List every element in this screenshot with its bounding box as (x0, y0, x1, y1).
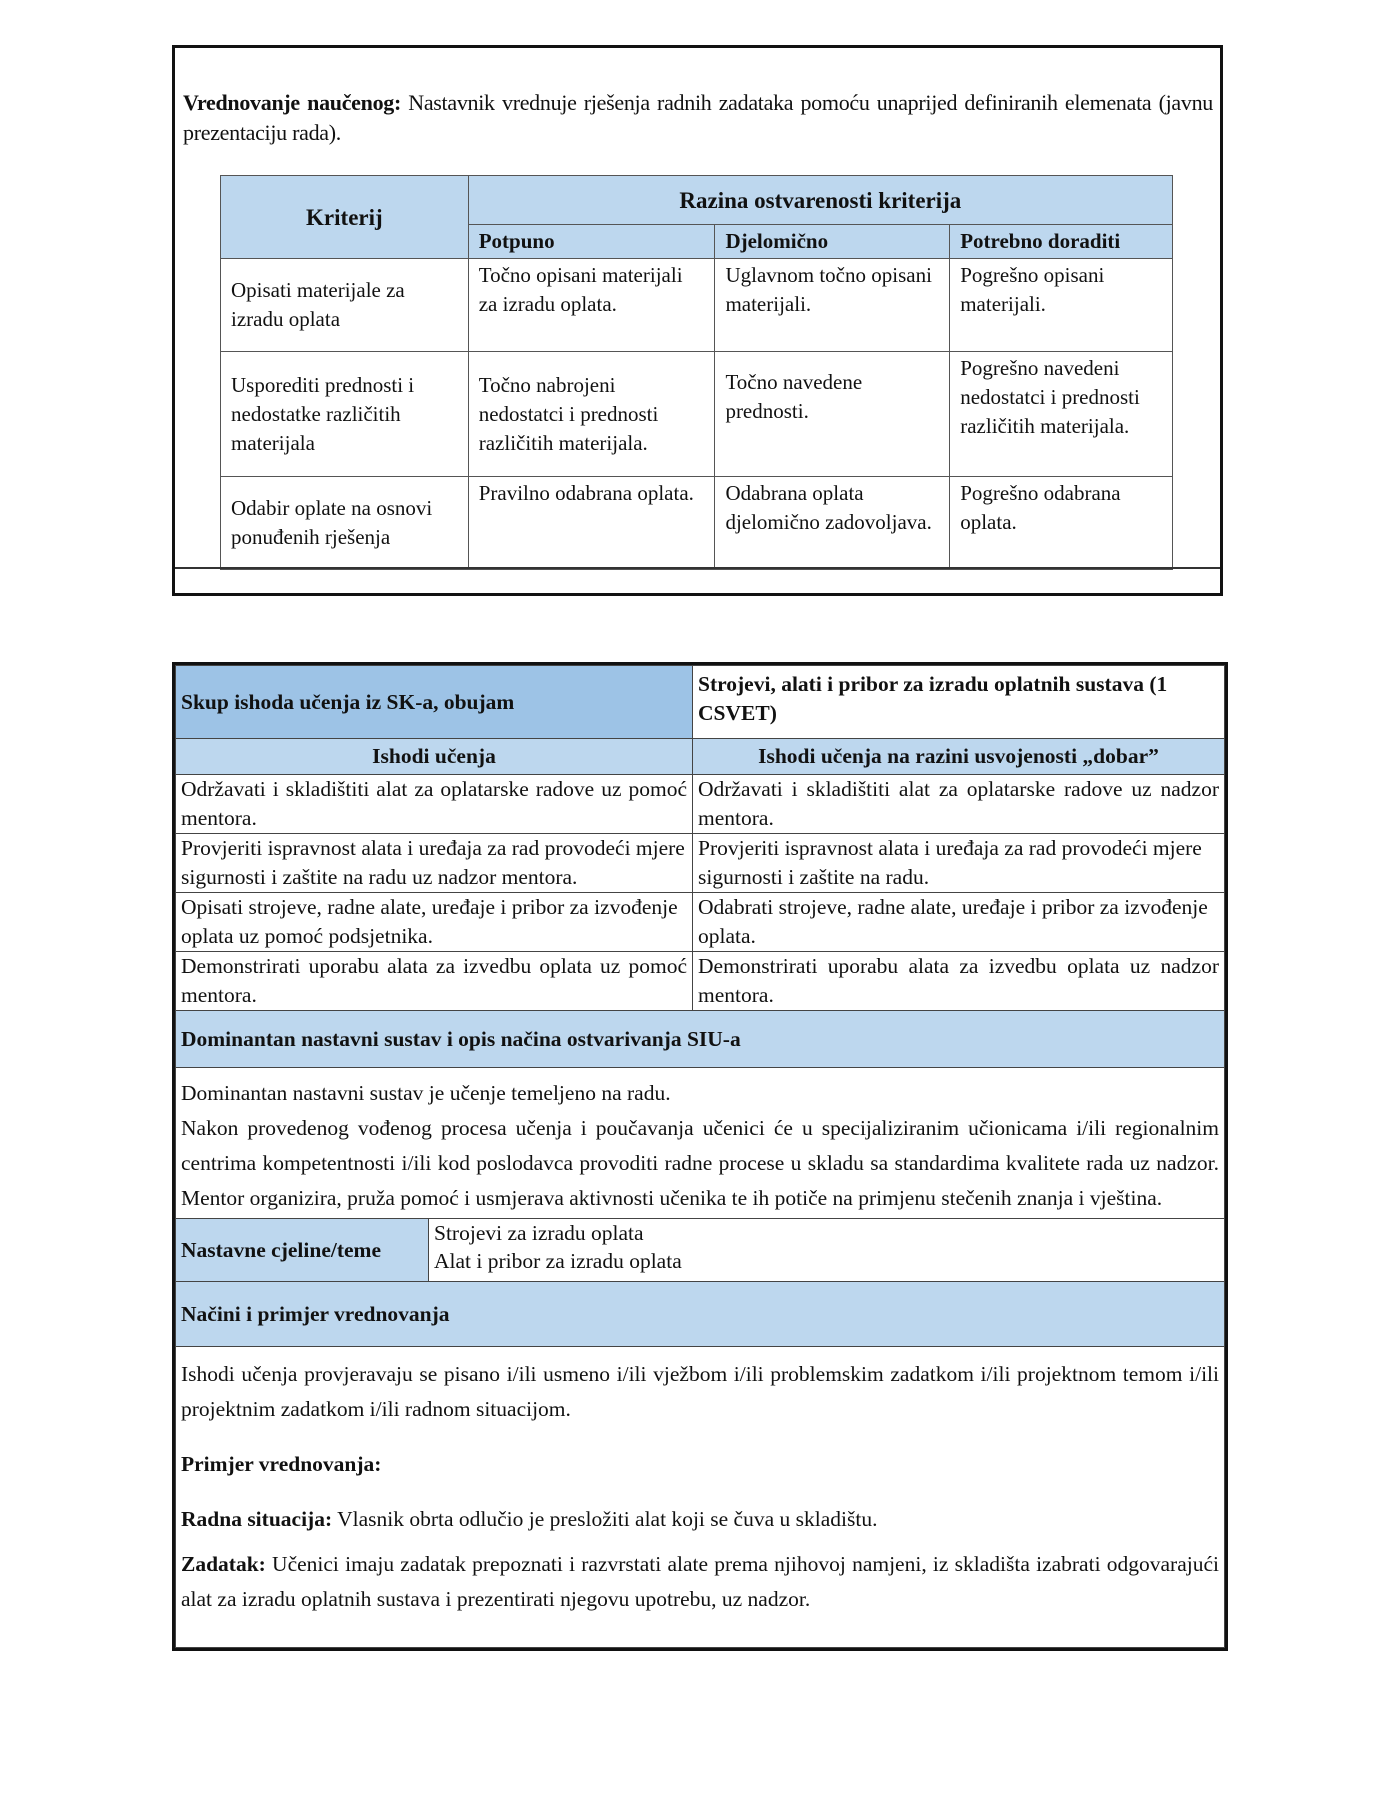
rubric-row (221, 259, 1173, 352)
unit-item: Strojevi za izradu oplata (434, 1221, 644, 1245)
situation (181, 1502, 1219, 1537)
evaluation-intro-label: Vrednovanje naučenog: (183, 90, 401, 115)
outcome: Opisati strojeve, radne alate, uređaje i pribor za izvođenje oplata uz pomoć podsjetnika. (176, 893, 693, 952)
set-row (176, 666, 1225, 739)
rubric-level-full: Potpuno (468, 225, 715, 259)
rubric-full: Točno nabrojeni nedostatci i prednosti različitih materijala. (468, 352, 715, 477)
methods-body-row (176, 1347, 1225, 1648)
situation-label: Radna situacija: (181, 1507, 333, 1531)
rubric-partial: Točno navedene prednosti. (715, 352, 950, 477)
rubric-full: Pravilno odabrana oplata. (468, 477, 715, 570)
outcome-good: Odabrati strojeve, radne alate, uređaje i pribor za izvođenje oplata. (693, 893, 1225, 952)
situation-text: Vlasnik obrta odlučio je presložiti alat koji se čuva u skladištu. (332, 1507, 878, 1531)
outcome-good: Održavati i skladištiti alat za oplatarske radove uz nadzor mentora. (693, 775, 1225, 834)
outcome-row (176, 834, 1225, 893)
dominant-p1: Dominantan nastavni sustav je učenje temeljeno na radu. (181, 1081, 671, 1105)
outcome: Provjeriti ispravnost alata i uređaja za rad provodeći mjere sigurnosti i zaštite na radu uz nadzor mentora. (176, 834, 693, 893)
rubric-criterion: Usporediti prednosti i nedostatke različitih materijala (221, 352, 469, 477)
rubric-level-partial: Djelomično (715, 225, 950, 259)
outcomes-header-row (176, 739, 1225, 775)
dominant-body-row (176, 1068, 1225, 1219)
units-label: Nastavne cjeline/teme (176, 1219, 429, 1282)
evaluation-intro (183, 88, 1213, 148)
rubric-criterion-header: Kriterij (221, 176, 469, 259)
unit-item: Alat i pribor za izradu oplata (434, 1249, 682, 1273)
rubric-header-row (221, 176, 1173, 225)
task-label: Zadatak: (181, 1552, 266, 1576)
outcome: Održavati i skladištiti alat za oplatarske radove uz pomoć mentora. (176, 775, 693, 834)
rubric-partial: Odabrana oplata djelomično zadovoljava. (715, 477, 950, 570)
set-value: Strojevi, alati i pribor za izradu oplatnih sustava (1 CSVET) (693, 666, 1225, 739)
dominant-header: Dominantan nastavni sustav i opis načina ostvarivanja SIU-a (176, 1011, 1225, 1068)
rubric-row (221, 352, 1173, 477)
methods-body (176, 1347, 1225, 1648)
outcome-row (176, 893, 1225, 952)
learning-outcomes-box (172, 662, 1228, 1651)
example-label: Primjer vrednovanja: (181, 1452, 382, 1476)
rubric-criterion: Odabir oplate na osnovi ponuđenih rješenja (221, 477, 469, 570)
outcome-good: Provjeriti ispravnost alata i uređaja za rad provodeći mjere sigurnosti i zaštite na radu. (693, 834, 1225, 893)
units-list (429, 1219, 1225, 1282)
methods-header-row (176, 1282, 1225, 1347)
rubric-row (221, 477, 1173, 570)
task-text: Učenici imaju zadatak prepoznati i razvrstati alate prema njihovoj namjeni, iz skladišta izabrati odgovarajući alat za izradu oplatnih sustava i prezentirati njegovu upotrebu, uz nadzor. (181, 1552, 1219, 1611)
methods-header: Načini i primjer vrednovanja (176, 1282, 1225, 1347)
units-row (176, 1219, 1225, 1282)
rubric-table (220, 175, 1173, 570)
outcome-row (176, 952, 1225, 1011)
outcome-row (176, 775, 1225, 834)
outcomes-header: Ishodi učenja (176, 739, 693, 775)
evaluation-intro-text: Nastavnik vrednuje rješenja radnih zadataka pomoću unaprijed definiranih elemenata (javnu prezentaciju rada). (183, 90, 1213, 145)
evaluation-box (172, 45, 1223, 596)
rubric-improve: Pogrešno odabrana oplata. (950, 477, 1173, 570)
outcome-good: Demonstrirati uporabu alata za izvedbu oplata uz nadzor mentora. (693, 952, 1225, 1011)
set-label: Skup ishoda učenja iz SK-a, obujam (176, 666, 693, 739)
methods-text: Ishodi učenja provjeravaju se pisano i/ili usmeno i/ili vježbom i/ili problemskim zadatkom i/ili projektnom temom i/ili projektnim zadatkom i/ili radnom situacijom. (181, 1362, 1219, 1421)
dominant-body (176, 1068, 1225, 1219)
rubric-level-improve: Potrebno doraditi (950, 225, 1173, 259)
rubric-improve: Pogrešno navedeni nedostatci i prednosti različitih materijala. (950, 352, 1173, 477)
outcomes-good-header: Ishodi učenja na razini usvojenosti „dobar” (693, 739, 1225, 775)
rubric-level-header: Razina ostvarenosti kriterija (468, 176, 1172, 225)
task (181, 1547, 1219, 1617)
outcome: Demonstrirati uporabu alata za izvedbu oplata uz pomoć mentora. (176, 952, 693, 1011)
rubric-improve: Pogrešno opisani materijali. (950, 259, 1173, 352)
divider (175, 567, 1220, 569)
units-table (175, 1218, 1225, 1648)
rubric-full: Točno opisani materijali za izradu oplata. (468, 259, 715, 352)
rubric-criterion: Opisati materijale za izradu oplata (221, 259, 469, 352)
outcomes-table (175, 665, 1225, 1219)
dominant-header-row (176, 1011, 1225, 1068)
rubric-partial: Uglavnom točno opisani materijali. (715, 259, 950, 352)
dominant-p2: Nakon provedenog vođenog procesa učenja i poučavanja učenici će u specijaliziranim učionicama i/ili regionalnim centrima kompetentnosti i/ili kod poslodavca provoditi radne procese u skladu sa standardima kvalitete rada uz nadzor. Mentor organizira, pruža pomoć i usmjerava aktivnosti učenika te ih potiče na primjenu stečenih znanja i vještina. (181, 1116, 1219, 1210)
